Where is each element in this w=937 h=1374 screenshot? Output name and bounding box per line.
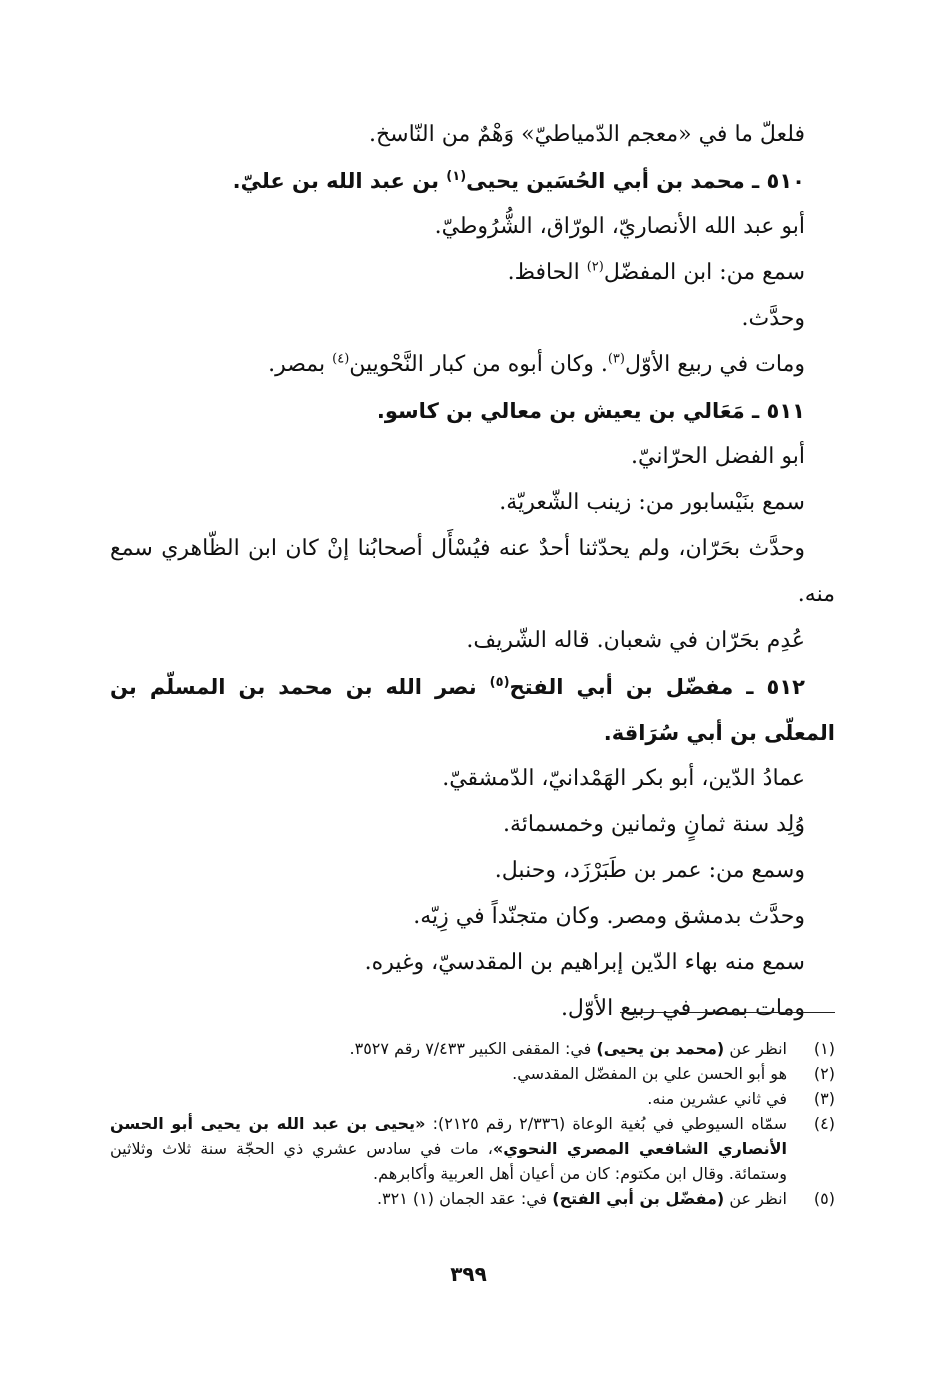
text-line: وُلِد سنة ثمانٍ وثمانين وخمسمائة. [503,812,805,837]
text-span-bold: (مفضّل بن أبي الفتح) [552,1189,725,1208]
heading-text: ٥١٠ ـ محمد بن أبي الحُسَين يحيى [466,169,805,193]
text-span: ، مات في سادس عشري ذي الحجّة سنة ثلاث وثلاثين وستمائة. وقال ابن مكتوم: كان من أعيان أهل العربية وأكابرهم. [110,1139,787,1183]
text-span: . وكان أبوه من كبار النَّحْويين [349,352,608,377]
footnote [110,1186,835,1211]
text-line: ومات بمصر في ربيع الأوّل. [560,996,805,1021]
entry-heading-510 [110,158,835,204]
text-span-bold: «يحيى بن عبد الله بن يحيى أبو الحسن الأنصاري الشافعي المصري النحوي» [110,1114,787,1158]
main-text [110,112,835,1032]
text-line: سمع منه بهاء الدّين إبراهيم بن المقدسيّ، وغيره. [364,950,805,975]
footnote [110,1061,835,1086]
text-span: انظر عن [724,1039,787,1058]
text-line [110,250,835,296]
footnote-text [110,1111,787,1186]
footnote-separator [620,1012,835,1013]
text-line: سمع بنَيْسابور من: زينب الشّعريّة. [499,490,805,515]
heading-text: نصر الله بن محمد بن المسلّم بن المعلّى بن أبي سُرَاقة. [110,675,835,745]
text-line: فلعلّ ما في «معجم الدّمياطيّ» وَهْمٌ من النّاسخ. [368,122,805,147]
text-line: وحدَّث بدمشق ومصر. وكان متجنّداً في زِيّه. [413,904,805,929]
footnote [110,1111,835,1186]
footnote-number: (٥) [813,1189,835,1208]
page-number: ٣٩٩ [450,1262,487,1286]
text-line: وحدَّث. [741,306,805,331]
text-line: عمادُ الدّين، أبو بكر الهَمْدانيّ، الدّمشقيّ. [442,766,805,791]
entry-heading-511: ٥١١ ـ مَعَالي بن يعيش بن معالي بن كاسو. [376,399,805,423]
heading-text: ٥١٢ ـ مفضّل بن أبي الفتح [509,675,805,699]
footnote [110,1036,835,1061]
footnote-text: هو أبو الحسن علي بن المفضّل المقدسي. [512,1064,787,1083]
text-line: عُدِم بحَرّان في شعبان. قاله الشّريف. [466,628,805,653]
footnote-number: (٤) [813,1114,835,1133]
text-span: سمّاه السيوطي في بُغية الوعاة (٢/٣٣٦ رقم ٢١٢٥): [425,1114,788,1133]
footnote-number: (٣) [813,1089,835,1108]
footnote-number: (١) [813,1039,835,1058]
text-line [110,342,835,388]
text-span: الحافظ. [507,260,587,285]
footnote-ref[interactable]: (٤) [332,351,350,367]
text-span: ومات في ربيع الأوّل [624,352,805,377]
footnote-ref[interactable]: (١) [446,169,467,184]
footnote-ref[interactable]: (٢) [586,259,604,275]
text-line: أبو عبد الله الأنصاريّ، الورّاق، الشُّرُوطيّ. [434,214,805,239]
text-span-bold: (محمد بن يحيى) [596,1039,725,1058]
footnote [110,1086,835,1111]
footnote-ref[interactable]: (٣) [607,351,625,367]
text-span: انظر عن [724,1189,787,1208]
text-span: في: عقد الجمان (١) ٣٢١. [376,1189,553,1208]
footnotes [110,1036,835,1211]
entry-heading-512 [110,664,835,756]
text-span: بمصر. [268,352,333,377]
footnote-text [110,1186,787,1211]
text-line: وسمع من: عمر بن طَبَرْزَد، وحنبل. [494,858,805,883]
text-line: أبو الفضل الحرّانيّ. [631,444,805,469]
footnote-number: (٢) [813,1064,835,1083]
footnote-ref[interactable]: (٥) [489,675,510,690]
text-span: سمع من: ابن المفضّل [603,260,805,285]
footnote-text: في ثاني عشرين منه. [647,1089,787,1108]
text-paragraph: وحدَّث بحَرّان، ولم يحدّثنا أحدٌ عنه فيُسْأَل أصحابُنا إنْ كان ابن الظّاهري سمع منه. [110,536,835,607]
footnote-text [110,1036,787,1061]
heading-text: بن عبد الله بن عليّ. [232,169,447,193]
text-span: في: المقفى الكبير ٧/٤٣٣ رقم ٣٥٢٧. [349,1039,597,1058]
